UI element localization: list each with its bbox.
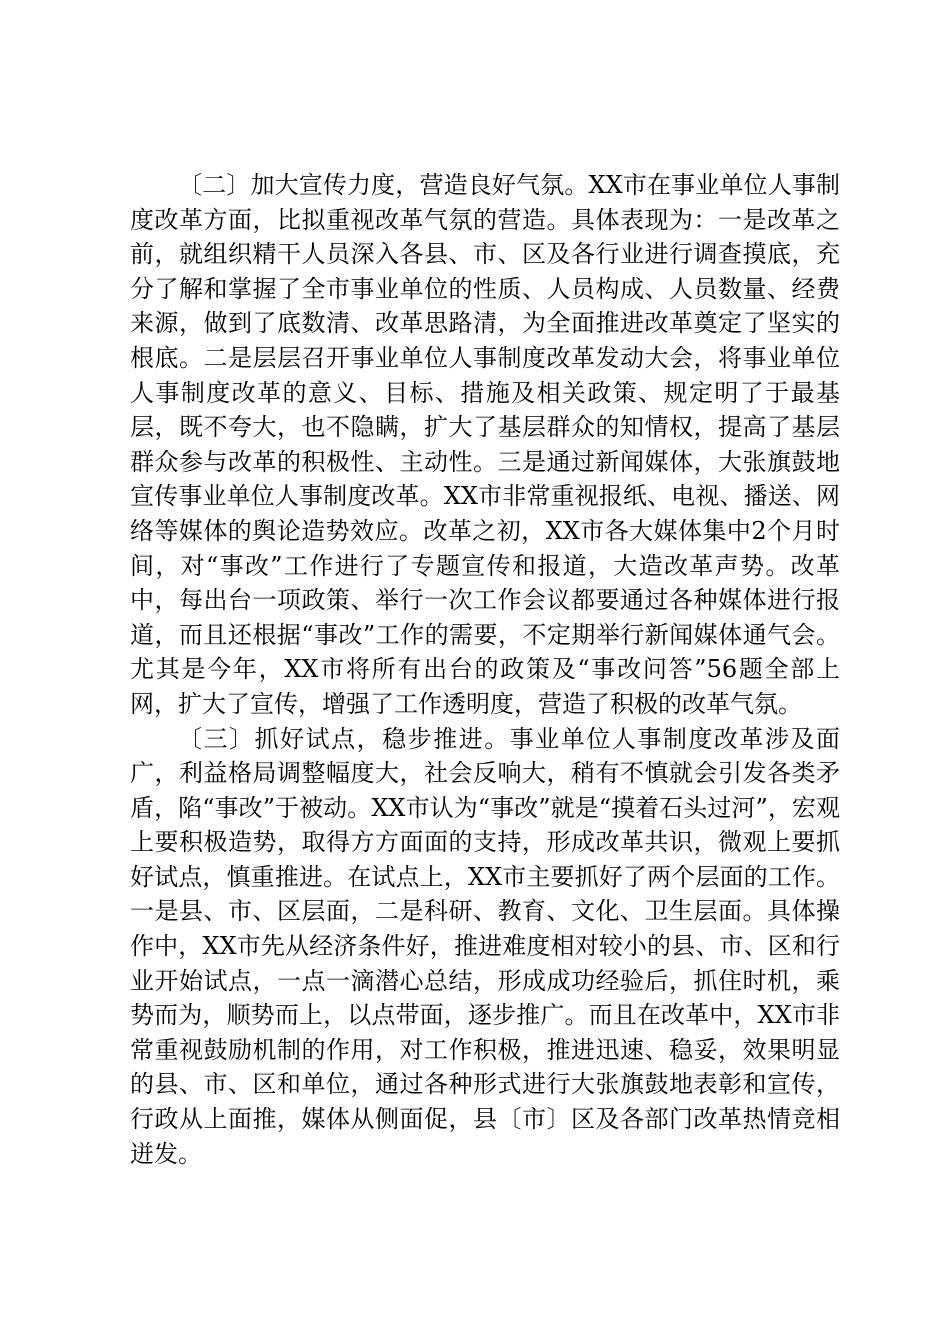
paragraph-pilot: 〔三〕抓好试点，稳步推进。事业单位人事制度改革涉及面广，利益格局调整幅度大，社会反响大，稍有不慎就会引发各类矛盾，陷“事改”于被动。XX市认为“事改”就是“摸着石头过河”，宏观上要积极造势，取得方方面面的支持，形成改革共识，微观上要抓好试点，慎重推进。在试点上，XX市主要抓好了两个层面的工作。一是县、市、区层面，二是科研、教育、文化、卫生层面。具体操作中，XX市先从经济条件好，推进难度相对较小的县、市、区和行业开始试点，一点一滴潜心总结，形成成功经验后，抓住时机，乘势而为，顺势而上，以点带面，逐步推广。而且在改革中，XX市非常重视鼓励机制的作用，对工作积极，推进迅速、稳妥，效果明显的县、市、区和单位，通过各种形式进行大张旗鼓地表彰和宣传，行政从上面推，媒体从侧面促，县〔市〕区及各部门改革热情竞相迸发。 <box>130 724 840 1168</box>
document-body <box>130 168 840 1171</box>
paragraph-publicity: 〔二〕加大宣传力度，营造良好气氛。XX市在事业单位人事制度改革方面，比拟重视改革气氛的营造。具体表现为：一是改革之前，就组织精干人员深入各县、市、区及各行业进行调查摸底，充分了解和掌握了全市事业单位的性质、人员构成、人员数量、经费来源，做到了底数清、改革思路清，为全面推进改革奠定了坚实的根底。二是层层召开事业单位人事制度改革发动大会，将事业单位人事制度改革的意义、目标、措施及相关政策、规定明了于最基层，既不夸大，也不隐瞒，扩大了基层群众的知情权，提高了基层群众参与改革的积极性、主动性。三是通过新闻媒体，大张旗鼓地宣传事业单位人事制度改革。XX市非常重视报纸、电视、播送、网络等媒体的舆论造势效应。改革之初，XX市各大媒体集中2个月时间，对“事改”工作进行了专题宣传和报道，大造改革声势。改革中，每出台一项政策、举行一次工作会议都要通过各种媒体进行报道，而且还根据“事改”工作的需要，不定期举行新闻媒体通气会。尤其是今年，XX市将所有出台的政策及“事改问答”56题全部上网，扩大了宣传，增强了工作透明度，营造了积极的改革气氛。 <box>130 171 840 718</box>
